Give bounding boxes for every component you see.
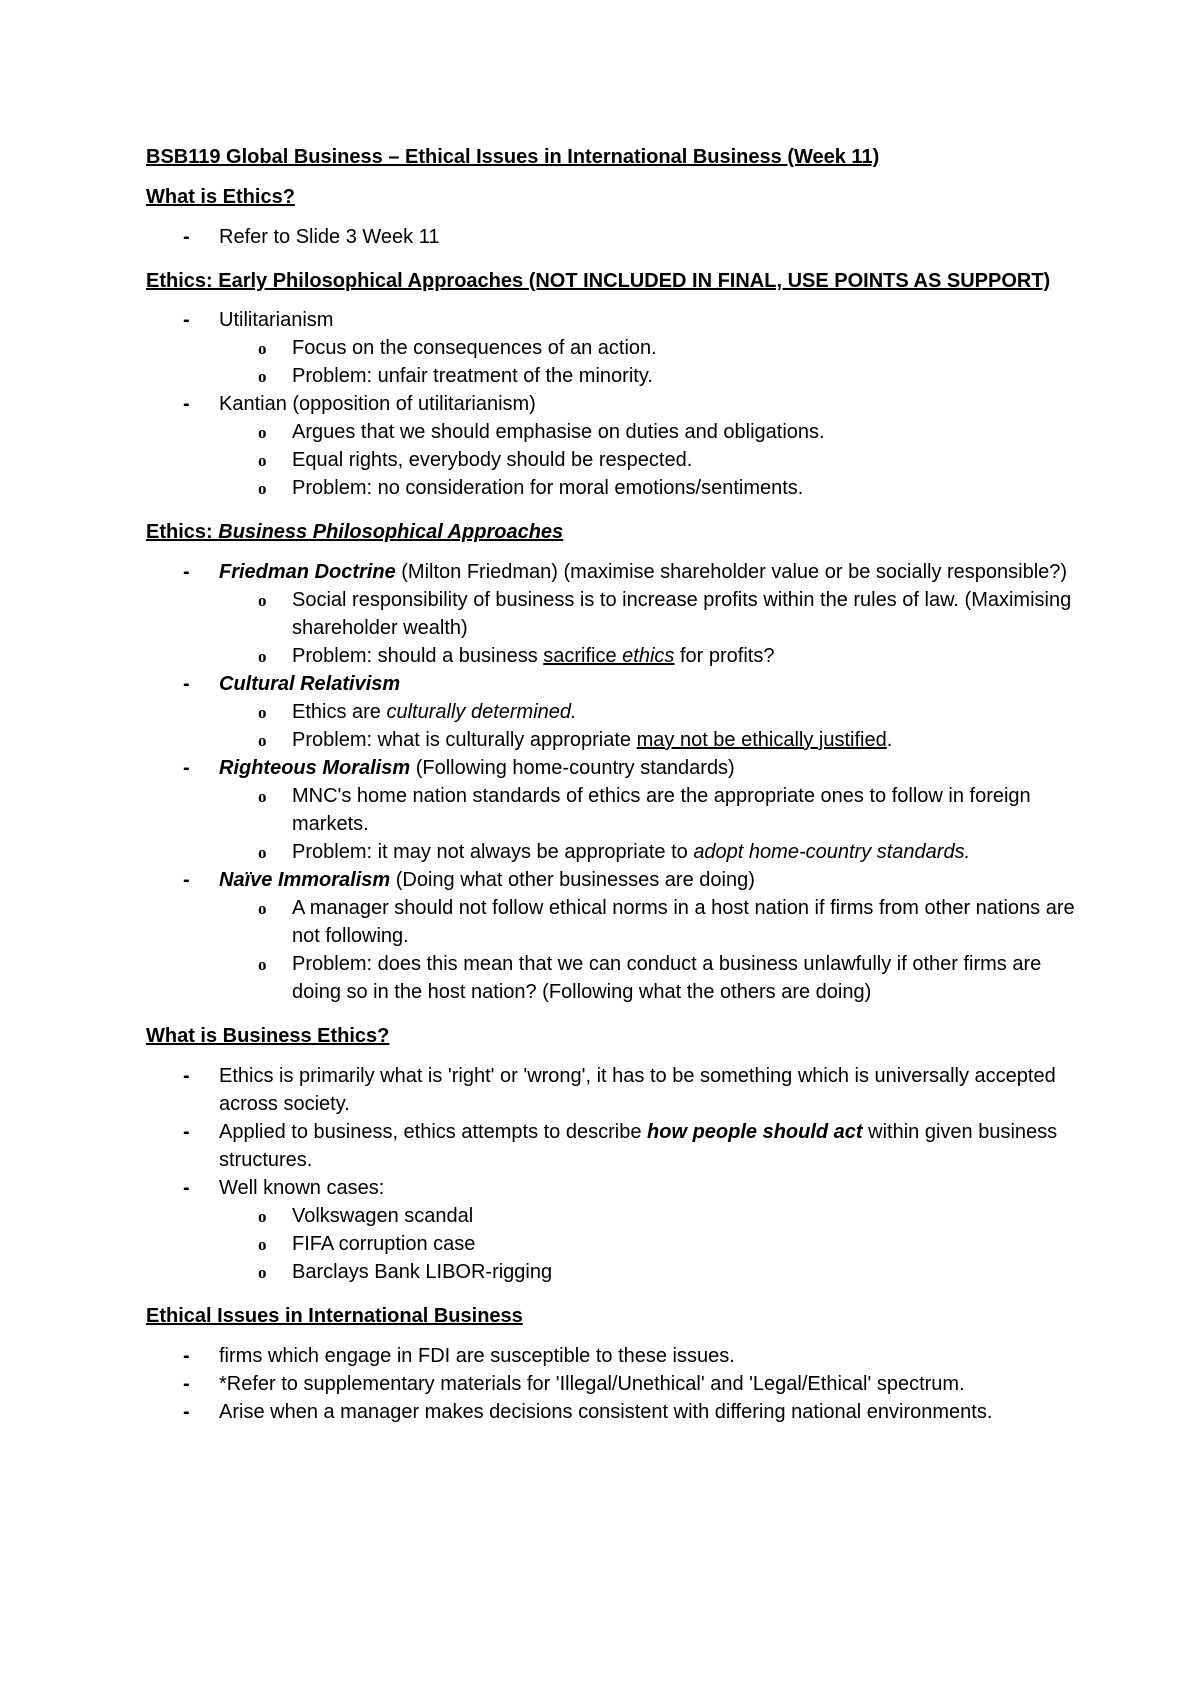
item-text: *Refer to supplementary materials for 'Illegal/Unethical' and 'Legal/Ethical' spectrum. (219, 1373, 965, 1395)
subitem-text: Argues that we should emphasise on duties and obligations. (292, 421, 825, 443)
friedman-rest: (Milton Friedman) (maximise shareholder value or be socially responsible?) (395, 561, 1068, 583)
dash-bullet: - (183, 1121, 190, 1143)
naive-rest: (Doing what other businesses are doing) (390, 869, 755, 891)
sublist-item (146, 1258, 1076, 1286)
sublist-item (146, 334, 1076, 362)
list-item (146, 223, 1076, 251)
sublist-item (146, 642, 1076, 670)
sub-bullet: o (258, 731, 267, 750)
sub-bullet: o (258, 423, 267, 442)
heading-business-ethics: What is Business Ethics? (146, 1025, 390, 1047)
sublist (219, 418, 1076, 502)
subitem-underline: sacrifice (543, 645, 623, 667)
friedman-name: Friedman Doctrine (219, 561, 396, 583)
dash-bullet: - (183, 309, 190, 331)
list-business-approaches (146, 558, 1076, 1006)
heading-business-approaches (146, 518, 1076, 547)
sub-bullet: o (258, 647, 267, 666)
dash-bullet: - (183, 869, 190, 891)
sub-bullet: o (258, 1207, 267, 1226)
list-item (146, 1062, 1076, 1118)
item-text: Arise when a manager makes decisions consistent with differing national environments. (219, 1401, 993, 1423)
item-bold-italic: how people should act (647, 1121, 863, 1143)
list-item-kantian (146, 390, 1076, 502)
subitem-text: Focus on the consequences of an action. (292, 337, 657, 359)
list-item-naive-immoralism (146, 866, 1076, 1006)
dash-bullet: - (183, 393, 190, 415)
dash-bullet: - (183, 1177, 190, 1199)
subitem-text: Ethics are (292, 701, 387, 723)
sublist-item (146, 362, 1076, 390)
sub-bullet: o (258, 787, 267, 806)
sublist-item (146, 418, 1076, 446)
list-item (146, 1370, 1076, 1398)
heading-what-is-ethics: What is Ethics? (146, 186, 295, 208)
sublist (219, 334, 1076, 390)
sublist-item (146, 782, 1076, 838)
sublist-item (146, 698, 1076, 726)
naive-name: Naïve Immoralism (219, 869, 391, 891)
list-item-righteous-moralism (146, 754, 1076, 866)
subitem-underline: may not be ethically justified (636, 729, 887, 751)
sublist-item (146, 474, 1076, 502)
sub-bullet: o (258, 899, 267, 918)
subitem-text: Problem: it may not always be appropriate to (292, 841, 694, 863)
righteous-name: Righteous Moralism (219, 757, 411, 779)
dash-bullet: - (183, 1401, 190, 1423)
heading-italic: Business Philosophical Approaches (218, 521, 564, 543)
sublist (219, 698, 1076, 754)
sublist (219, 894, 1076, 1006)
list-early-approaches (146, 306, 1076, 502)
item-text: Kantian (opposition of utilitarianism) (219, 393, 536, 415)
sublist-item (146, 894, 1076, 950)
sublist-item (146, 586, 1076, 642)
sublist-item (146, 446, 1076, 474)
dash-bullet: - (183, 1065, 190, 1087)
subitem-text: Social responsibility of business is to increase profits within the rules of law. (Maximising shareholder wealth) (292, 589, 1072, 639)
subitem-text: Problem: does this mean that we can conduct a business unlawfully if other firms are doing so in the host nation? (Following what the others are doing) (292, 953, 1042, 1003)
dash-bullet: - (183, 561, 190, 583)
subitem-text: Barclays Bank LIBOR-rigging (292, 1261, 553, 1283)
list-item-cases (146, 1174, 1076, 1286)
sublist-item (146, 726, 1076, 754)
subitem-italic: adopt home-country standards. (693, 841, 971, 863)
sub-bullet: o (258, 703, 267, 722)
subitem-text: Problem: no consideration for moral emotions/sentiments. (292, 477, 804, 499)
subitem-text: FIFA corruption case (292, 1233, 476, 1255)
righteous-rest: (Following home-country standards) (410, 757, 735, 779)
document-title: BSB119 Global Business – Ethical Issues in International Business (Week 11) (146, 146, 880, 168)
item-text: Utilitarianism (219, 309, 334, 331)
document-page (146, 143, 1076, 1442)
cultural-name: Cultural Relativism (219, 673, 401, 695)
dash-bullet: - (183, 1345, 190, 1367)
list-item (146, 1118, 1076, 1174)
subitem-text-end: for profits? (674, 645, 775, 667)
dash-bullet: - (183, 757, 190, 779)
subitem-text: Problem: should a business (292, 645, 544, 667)
list-ethical-issues (146, 1342, 1076, 1426)
sub-bullet: o (258, 1263, 267, 1282)
sub-bullet: o (258, 339, 267, 358)
subitem-text: Equal rights, everybody should be respected. (292, 449, 693, 471)
sub-bullet: o (258, 479, 267, 498)
sublist-item (146, 838, 1076, 866)
subitem-text: Volkswagen scandal (292, 1205, 474, 1227)
sub-bullet: o (258, 955, 267, 974)
item-text: Refer to Slide 3 Week 11 (219, 226, 440, 248)
list-item (146, 1398, 1076, 1426)
list-item-friedman (146, 558, 1076, 670)
subitem-text: Problem: what is culturally appropriate (292, 729, 637, 751)
sub-bullet: o (258, 1235, 267, 1254)
dash-bullet: - (183, 1373, 190, 1395)
item-text: Well known cases: (219, 1177, 385, 1199)
dash-bullet: - (183, 226, 190, 248)
list-item-utilitarianism (146, 306, 1076, 390)
list-what-is-ethics (146, 223, 1076, 251)
sub-bullet: o (258, 843, 267, 862)
heading-prefix: Ethics: (146, 521, 219, 543)
subitem-text: A manager should not follow ethical norms in a host nation if firms from other nations are not following. (292, 897, 1075, 947)
sublist (219, 1202, 1076, 1286)
item-text: Applied to business, ethics attempts to describe (219, 1121, 648, 1143)
list-business-ethics (146, 1062, 1076, 1286)
sublist-item (146, 950, 1076, 1006)
sub-bullet: o (258, 367, 267, 386)
item-text: Ethics is primarily what is 'right' or 'wrong', it has to be something which is universally accepted across society. (219, 1065, 1056, 1115)
sub-bullet: o (258, 451, 267, 470)
sublist (219, 782, 1076, 866)
subitem-underline-italic: ethics (622, 645, 675, 667)
heading-ethical-issues: Ethical Issues in International Business (146, 1305, 523, 1327)
subitem-text-end: . (886, 729, 893, 751)
item-text: firms which engage in FDI are susceptible to these issues. (219, 1345, 735, 1367)
sublist (219, 586, 1076, 670)
subitem-text: MNC's home nation standards of ethics are the appropriate ones to follow in foreign markets. (292, 785, 1031, 835)
list-item (146, 1342, 1076, 1370)
subitem-text: Problem: unfair treatment of the minority. (292, 365, 653, 387)
heading-early-approaches: Ethics: Early Philosophical Approaches (NOT INCLUDED IN FINAL, USE POINTS AS SUPPORT) (146, 270, 1051, 292)
sublist-item (146, 1202, 1076, 1230)
list-item-cultural-relativism (146, 670, 1076, 754)
dash-bullet: - (183, 673, 190, 695)
subitem-italic: culturally determined. (386, 701, 577, 723)
sub-bullet: o (258, 591, 267, 610)
sublist-item (146, 1230, 1076, 1258)
item-text-end: within given business structures. (219, 1121, 1058, 1171)
